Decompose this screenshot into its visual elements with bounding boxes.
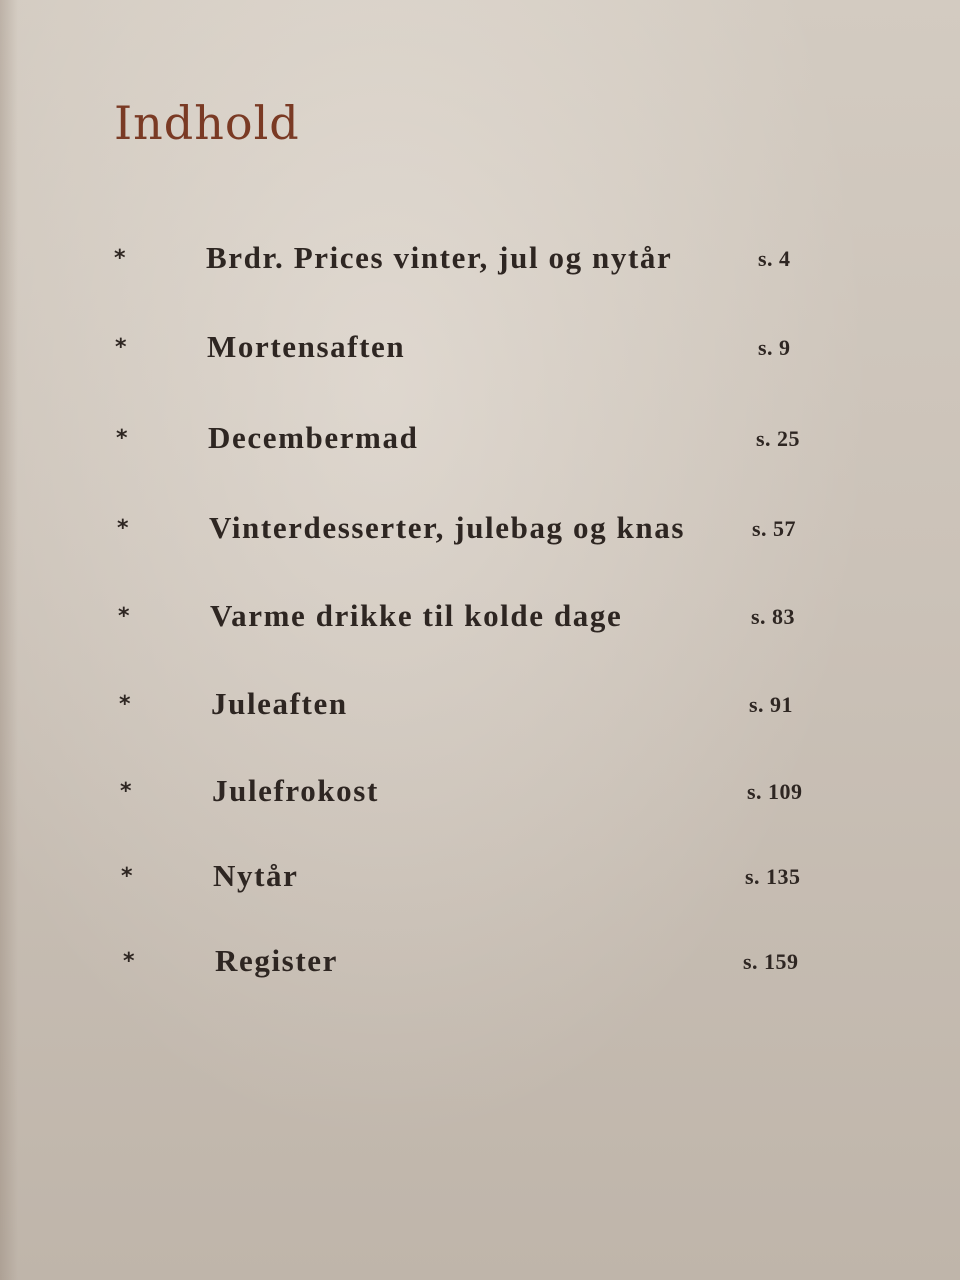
toc-entry bbox=[117, 510, 837, 556]
bullet-asterisk: * bbox=[117, 516, 129, 541]
toc-entry-title: Brdr. Prices vinter, jul og nytår bbox=[206, 240, 673, 275]
bullet-asterisk: * bbox=[121, 864, 133, 889]
bullet-asterisk: * bbox=[115, 335, 127, 360]
toc-entry-page: s. 91 bbox=[749, 692, 794, 717]
toc-entry-title: Decembermad bbox=[208, 420, 419, 455]
toc-entry-title: Register bbox=[215, 943, 338, 978]
toc-entry-title: Julefrokost bbox=[212, 773, 379, 808]
toc-entry-title: Vinterdesserter, julebag og knas bbox=[209, 510, 685, 545]
toc-entry-page: s. 9 bbox=[758, 335, 791, 360]
toc-entry-page: s. 135 bbox=[745, 864, 801, 889]
toc-entry-page: s. 159 bbox=[743, 949, 799, 974]
toc-entry-title: Varme drikke til kolde dage bbox=[210, 598, 623, 633]
toc-entry-title: Juleaften bbox=[211, 686, 348, 721]
bullet-asterisk: * bbox=[116, 426, 128, 451]
toc-entry bbox=[114, 240, 834, 286]
toc-entry-page: s. 57 bbox=[752, 516, 797, 541]
toc-entry-page: s. 4 bbox=[758, 246, 791, 271]
bullet-asterisk: * bbox=[118, 604, 130, 629]
toc-entry-page: s. 25 bbox=[756, 426, 801, 451]
toc-entry bbox=[119, 686, 839, 732]
toc-entry bbox=[123, 943, 843, 989]
toc-entry bbox=[120, 773, 840, 819]
toc-entry bbox=[116, 420, 836, 466]
toc-entry-page: s. 109 bbox=[747, 779, 803, 804]
toc-entry-title: Nytår bbox=[213, 858, 299, 893]
toc-entry-page: s. 83 bbox=[751, 604, 796, 629]
bullet-asterisk: * bbox=[120, 779, 132, 804]
bullet-asterisk: * bbox=[119, 692, 131, 717]
bullet-asterisk: * bbox=[114, 246, 126, 271]
toc-entry bbox=[118, 598, 838, 644]
toc-entry bbox=[121, 858, 841, 904]
bullet-asterisk: * bbox=[123, 949, 135, 974]
toc-entry bbox=[115, 329, 835, 375]
contents-heading: Indhold bbox=[114, 96, 300, 150]
toc-entry-title: Mortensaften bbox=[207, 329, 406, 364]
